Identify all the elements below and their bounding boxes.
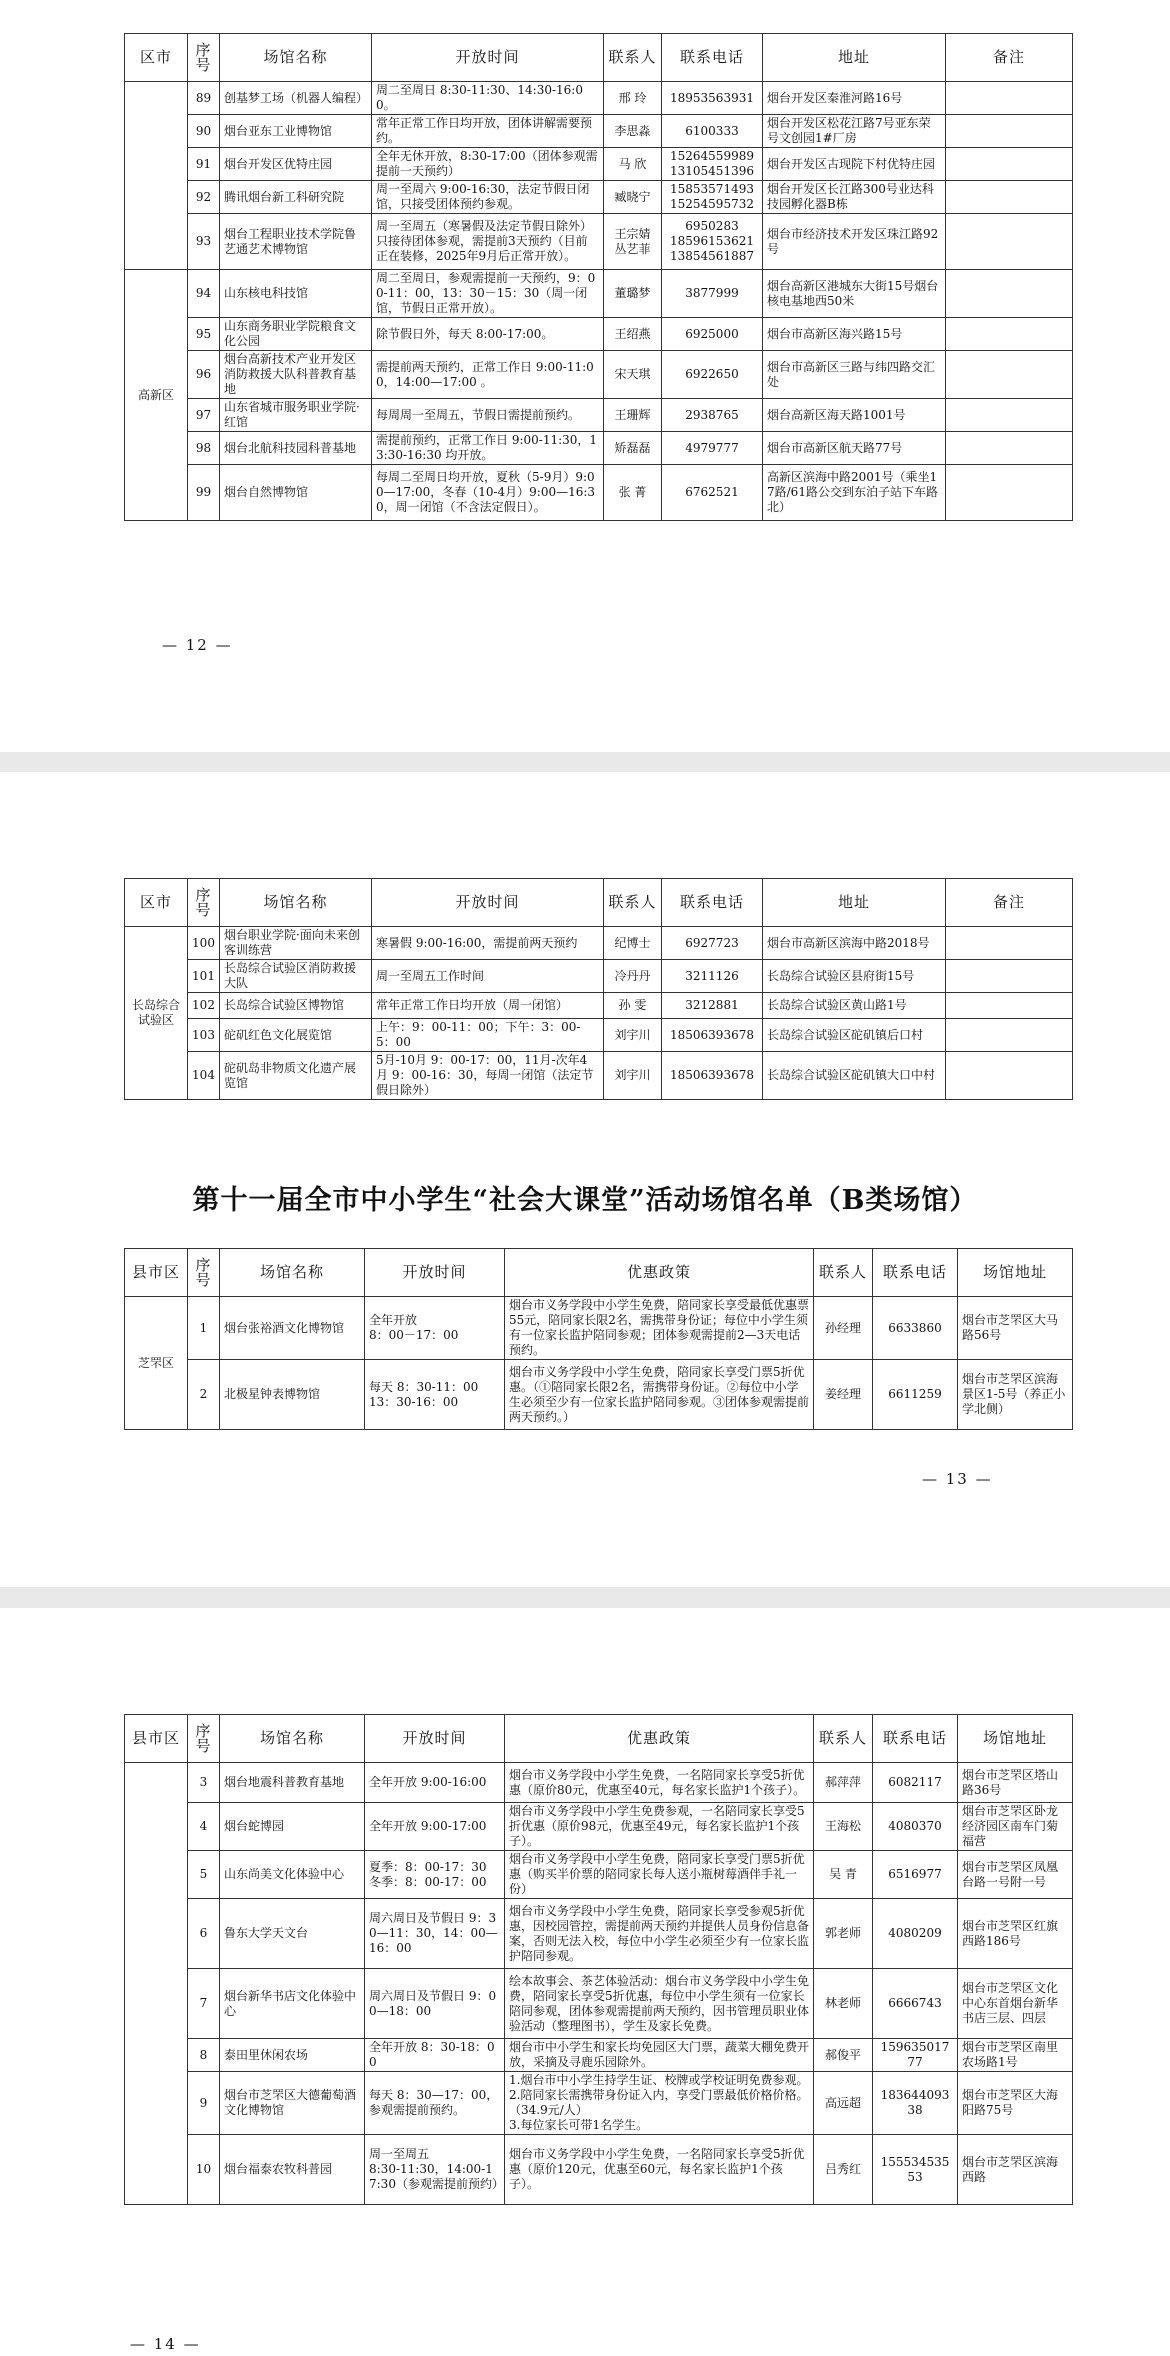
table-row bbox=[125, 82, 1073, 115]
table-cell bbox=[946, 148, 1073, 181]
table-cell: 创基梦工场（机器人编程） bbox=[220, 82, 372, 115]
table-row bbox=[125, 1899, 1073, 1969]
table-cell: 烟台开发区长江路300号业达科技园孵化器B栋 bbox=[763, 181, 946, 214]
table-cell bbox=[946, 181, 1073, 214]
table-cell: 100 bbox=[188, 927, 220, 960]
table-cell: 烟台市芝罘区文化中心东首烟台新华书店三层、四层 bbox=[958, 1969, 1073, 2039]
table-cell: 孙 雯 bbox=[604, 993, 662, 1019]
table-cell: 18364409338 bbox=[873, 2072, 958, 2135]
table-cell: 4080209 bbox=[873, 1899, 958, 1969]
venue-table-a-p12 bbox=[124, 33, 1073, 521]
col-header: 联系人 bbox=[814, 1715, 873, 1763]
table-cell: 烟台市芝罘区大德葡萄酒文化博物馆 bbox=[220, 2072, 365, 2135]
table-cell: 烟台开发区秦淮河路16号 bbox=[763, 82, 946, 115]
col-header: 优惠政策 bbox=[505, 1715, 814, 1763]
table-cell: 纪博士 bbox=[604, 927, 662, 960]
table-cell: 臧晓宁 bbox=[604, 181, 662, 214]
table-cell bbox=[946, 351, 1073, 399]
table-cell: 6762521 bbox=[662, 465, 763, 521]
table-cell: 3877999 bbox=[662, 270, 763, 318]
table-row bbox=[125, 1851, 1073, 1899]
table-cell: 烟台市芝罘区凤凰台路一号附一号 bbox=[958, 1851, 1073, 1899]
table-row bbox=[125, 1803, 1073, 1851]
table-cell: 长岛综合试验区消防救援大队 bbox=[220, 960, 372, 993]
table-cell: 6925000 bbox=[662, 318, 763, 351]
table-cell: 101 bbox=[188, 960, 220, 993]
table-cell: 每周二至周日均开放，夏秋（5-9月）9:00—17:00，冬春（10-4月）9:00—16:30，周一闭馆（不含法定假日）。 bbox=[372, 465, 604, 521]
table-cell: 王宗婧 丛艺菲 bbox=[604, 214, 662, 270]
table-cell: 99 bbox=[188, 465, 220, 521]
table-cell: 每周周一至周五，节假日需提前预约。 bbox=[372, 399, 604, 432]
table-cell: 周一至周六 9:00-16:30，法定节假日闭馆，只接受团体预约参观。 bbox=[372, 181, 604, 214]
table-cell: 马 欣 bbox=[604, 148, 662, 181]
table-cell bbox=[946, 1019, 1073, 1052]
table-cell: 高新区 bbox=[125, 270, 188, 521]
table-cell: 烟台市高新区滨海中路2018号 bbox=[763, 927, 946, 960]
table-cell: 6666743 bbox=[873, 1969, 958, 2039]
col-header: 场馆名称 bbox=[220, 1715, 365, 1763]
table-cell: 3211126 bbox=[662, 960, 763, 993]
table-cell bbox=[946, 432, 1073, 465]
table-cell: 刘宇川 bbox=[604, 1052, 662, 1100]
table-cell: 6922650 bbox=[662, 351, 763, 399]
table-cell: 18506393678 bbox=[662, 1019, 763, 1052]
table-cell: 需提前预约，正常工作日 9:00-11:30，13:30-16:30 均开放。 bbox=[372, 432, 604, 465]
col-header: 序号 bbox=[188, 1249, 220, 1297]
table-cell: 烟台市芝罘区红旗西路186号 bbox=[958, 1899, 1073, 1969]
table-row bbox=[125, 318, 1073, 351]
table-cell: 长岛综合试验区黄山路1号 bbox=[763, 993, 946, 1019]
table-cell: 92 bbox=[188, 181, 220, 214]
table-cell: 烟台高新区港城东大街15号烟台核电基地西50米 bbox=[763, 270, 946, 318]
table-row bbox=[125, 351, 1073, 399]
table-row bbox=[125, 181, 1073, 214]
table-cell: 烟台市芝罘区卧龙经济园区南车门菊福营 bbox=[958, 1803, 1073, 1851]
table-cell: 烟台开发区古现院下村优特庄园 bbox=[763, 148, 946, 181]
table-cell: 6 bbox=[188, 1899, 220, 1969]
table-cell: 18953563931 bbox=[662, 82, 763, 115]
table-cell: 郝俊平 bbox=[814, 2039, 873, 2072]
table-cell bbox=[946, 993, 1073, 1019]
table-cell: 94 bbox=[188, 270, 220, 318]
table-cell: 宋天琪 bbox=[604, 351, 662, 399]
table-cell: 烟台市高新区海兴路15号 bbox=[763, 318, 946, 351]
table-row bbox=[125, 148, 1073, 181]
table-cell: 山东省城市服务职业学院·红馆 bbox=[220, 399, 372, 432]
table-cell: 3212881 bbox=[662, 993, 763, 1019]
table-row bbox=[125, 465, 1073, 521]
table-cell: 6633860 bbox=[873, 1297, 958, 1360]
table-cell: 刘宇川 bbox=[604, 1019, 662, 1052]
table-cell: 郝萍萍 bbox=[814, 1763, 873, 1803]
table-cell: 烟台市义务学段中小学生免费，陪同家长享受最低优惠票55元，陪同家长限2名，需携带身份证；每位中小学生须有一位家长监护陪同参观；团体参观需提前2—3天电话预约。 bbox=[505, 1297, 814, 1360]
table-cell: 周一至周五（寒暑假及法定节假日除外）只接待团体参观，需提前3天预约（目前正在装修，2025年9月后正常开放）。 bbox=[372, 214, 604, 270]
table-cell: 15553453553 bbox=[873, 2135, 958, 2205]
col-header: 联系电话 bbox=[662, 879, 763, 927]
col-header: 联系电话 bbox=[873, 1249, 958, 1297]
table-cell: 烟台市芝罘区大海阳路75号 bbox=[958, 2072, 1073, 2135]
table-cell: 山东尚美文化体验中心 bbox=[220, 1851, 365, 1899]
table-cell: 长岛综合试验区县府街15号 bbox=[763, 960, 946, 993]
table-cell: 吴 青 bbox=[814, 1851, 873, 1899]
table-header-row bbox=[125, 879, 1073, 927]
col-header: 场馆名称 bbox=[220, 879, 372, 927]
table-cell: 上午：9：00-11：00；下午：3：00-5：00 bbox=[372, 1019, 604, 1052]
table-cell: 18506393678 bbox=[662, 1052, 763, 1100]
table-cell: 除节假日外，每天 8:00-17:00。 bbox=[372, 318, 604, 351]
col-header: 备注 bbox=[946, 34, 1073, 82]
table-cell: 矫磊磊 bbox=[604, 432, 662, 465]
table-cell: 林老师 bbox=[814, 1969, 873, 2039]
table-row bbox=[125, 115, 1073, 148]
venue-table-a-p13 bbox=[124, 878, 1073, 1100]
table-cell: 烟台工程职业技术学院鲁艺通艺术博物馆 bbox=[220, 214, 372, 270]
col-header: 场馆地址 bbox=[958, 1249, 1073, 1297]
table-row bbox=[125, 2135, 1073, 2205]
table-cell: 全年开放 8：00－17：00 bbox=[365, 1297, 505, 1360]
col-header: 序号 bbox=[188, 1715, 220, 1763]
table-cell: 郭老师 bbox=[814, 1899, 873, 1969]
table-cell bbox=[946, 270, 1073, 318]
table-cell: 102 bbox=[188, 993, 220, 1019]
table-cell: 烟台亚东工业博物馆 bbox=[220, 115, 372, 148]
col-header: 区市 bbox=[125, 34, 188, 82]
col-header: 开放时间 bbox=[365, 1249, 505, 1297]
table-cell: 5月-10月 9：00-17：00，11月-次年4月 9：00-16：30，每周一闭馆（法定节假日除外） bbox=[372, 1052, 604, 1100]
table-cell: 张 菁 bbox=[604, 465, 662, 521]
table-cell: 长岛综合试验区砣矶镇大口中村 bbox=[763, 1052, 946, 1100]
table-cell: 需提前两天预约，正常工作日 9:00-11:00，14:00—17:00 。 bbox=[372, 351, 604, 399]
table-cell: 4080370 bbox=[873, 1803, 958, 1851]
table-cell: 吕秀红 bbox=[814, 2135, 873, 2205]
table-row bbox=[125, 993, 1073, 1019]
table-cell: 烟台自然博物馆 bbox=[220, 465, 372, 521]
col-header: 联系人 bbox=[604, 34, 662, 82]
table-cell: 姜经理 bbox=[814, 1360, 873, 1430]
col-header: 备注 bbox=[946, 879, 1073, 927]
page-14 bbox=[0, 1608, 1170, 2356]
table-cell: 96 bbox=[188, 351, 220, 399]
table-cell: 烟台市义务学段中小学生免费，一名陪同家长享受5折优惠（原价80元，优惠至40元，每名家长监护1个孩子）。 bbox=[505, 1763, 814, 1803]
table-header-row bbox=[125, 1249, 1073, 1297]
table-cell: 90 bbox=[188, 115, 220, 148]
table-cell: 91 bbox=[188, 148, 220, 181]
table-cell: 烟台新华书店文化体验中心 bbox=[220, 1969, 365, 2039]
table-cell: 全年开放 9:00-17:00 bbox=[365, 1803, 505, 1851]
table-row bbox=[125, 1019, 1073, 1052]
col-header: 场馆地址 bbox=[958, 1715, 1073, 1763]
table-row bbox=[125, 1969, 1073, 2039]
venue-table-b-p13 bbox=[124, 1248, 1073, 1430]
table-cell: 3 bbox=[188, 1763, 220, 1803]
table-cell: 砣矶岛非物质文化遗产展览馆 bbox=[220, 1052, 372, 1100]
table-cell: 烟台市芝罘区大马路56号 bbox=[958, 1297, 1073, 1360]
table-cell: 10 bbox=[188, 2135, 220, 2205]
table-cell: 周一至周五工作时间 bbox=[372, 960, 604, 993]
table-cell bbox=[946, 960, 1073, 993]
table-cell: 董璐梦 bbox=[604, 270, 662, 318]
table-row bbox=[125, 927, 1073, 960]
table-cell: 烟台市高新区三路与纬四路交汇处 bbox=[763, 351, 946, 399]
table-row bbox=[125, 1297, 1073, 1360]
table-cell: 王珊辉 bbox=[604, 399, 662, 432]
table-cell: 常年正常工作日均开放，团体讲解需要预约。 bbox=[372, 115, 604, 148]
table-cell: 2 bbox=[188, 1360, 220, 1430]
table-cell bbox=[946, 927, 1073, 960]
table-cell: 每天 8：30—17：00，参观需提前预约。 bbox=[365, 2072, 505, 2135]
table-cell: 绘本故事会、茶艺体验活动：烟台市义务学段中小学生免费，陪同家长享受5折优惠，每位中小学生须有一位家长陪同参观，团体参观需提前两天预约，因书管理员职业体验活动（整理图书），学生及家长免费。 bbox=[505, 1969, 814, 2039]
col-header: 联系电话 bbox=[873, 1715, 958, 1763]
page-number: — 12 — bbox=[162, 636, 233, 654]
table-cell: 8 bbox=[188, 2039, 220, 2072]
table-cell: 高新区滨海中路2001号（乘坐17路/61路公交到东泊子站下车路北） bbox=[763, 465, 946, 521]
table-row bbox=[125, 432, 1073, 465]
table-cell bbox=[946, 399, 1073, 432]
page-number: — 13 — bbox=[922, 1470, 993, 1488]
table-cell: 烟台市义务学段中小学生免费，陪同家长享受门票5折优惠。（①陪同家长限2名，需携带身份证。②每位中小学生必须至少有一位家长监护陪同参观。③团体参观需提前两天预约。） bbox=[505, 1360, 814, 1430]
table-cell: 烟台市高新区航天路77号 bbox=[763, 432, 946, 465]
table-cell: 烟台张裕酒文化博物馆 bbox=[220, 1297, 365, 1360]
col-header: 场馆名称 bbox=[220, 1249, 365, 1297]
table-cell: 6082117 bbox=[873, 1763, 958, 1803]
table-cell: 烟台福泰农牧科普园 bbox=[220, 2135, 365, 2205]
table-cell: 烟台市义务学段中小学生免费，陪同家长享受门票5折优惠（购买半价票的陪同家长每人送小瓶树莓酒伴手礼一份） bbox=[505, 1851, 814, 1899]
table-cell: 15264559989 13105451396 bbox=[662, 148, 763, 181]
table-cell: 山东商务职业学院粮食文化公园 bbox=[220, 318, 372, 351]
table-cell: 周六周日及节假日 9：00—18：00 bbox=[365, 1969, 505, 2039]
col-header: 联系电话 bbox=[662, 34, 763, 82]
table-cell: 97 bbox=[188, 399, 220, 432]
table-cell: 孙经理 bbox=[814, 1297, 873, 1360]
table-cell: 烟台市芝罘区滨海西路 bbox=[958, 2135, 1073, 2205]
table-cell: 每天 8：30-11：00 13：30-16：00 bbox=[365, 1360, 505, 1430]
table-cell: 冷丹丹 bbox=[604, 960, 662, 993]
table-cell: 烟台职业学院·面向未来创客训练营 bbox=[220, 927, 372, 960]
table-cell: 鲁东大学天文台 bbox=[220, 1899, 365, 1969]
table-cell: 王海松 bbox=[814, 1803, 873, 1851]
table-cell: 4979777 bbox=[662, 432, 763, 465]
table-cell: 长岛综合试验区砣矶镇后口村 bbox=[763, 1019, 946, 1052]
table-cell: 烟台蛇博园 bbox=[220, 1803, 365, 1851]
table-header-row bbox=[125, 1715, 1073, 1763]
table-cell: 4 bbox=[188, 1803, 220, 1851]
table-cell: 103 bbox=[188, 1019, 220, 1052]
col-header: 场馆名称 bbox=[220, 34, 372, 82]
table-cell bbox=[946, 214, 1073, 270]
table-cell bbox=[946, 318, 1073, 351]
table-cell: 烟台市义务学段中小学生免费，陪同家长享受参观5折优惠，因校园管控，需提前两天预约并提供人员身份信息备案，否则无法入校，每位中小学生必须至少有一位家长监护陪同参观。 bbox=[505, 1899, 814, 1969]
table-cell: 烟台开发区松花江路7号亚东荣号文创园1#厂房 bbox=[763, 115, 946, 148]
col-header: 县市区 bbox=[125, 1249, 188, 1297]
col-header: 序号 bbox=[188, 879, 220, 927]
table-cell: 腾讯烟台新工科研究院 bbox=[220, 181, 372, 214]
table-cell: 6611259 bbox=[873, 1360, 958, 1430]
col-header: 联系人 bbox=[604, 879, 662, 927]
table-row bbox=[125, 960, 1073, 993]
table-cell: 93 bbox=[188, 214, 220, 270]
col-header: 开放时间 bbox=[372, 34, 604, 82]
b-class-title: 第十一届全市中小学生“社会大课堂”活动场馆名单（B类场馆） bbox=[192, 1185, 978, 1216]
table-cell: 烟台市义务学段中小学生免费参观，一名陪同家长享受5折优惠（原价98元，优惠至49元，每名家长监护1个孩子）。 bbox=[505, 1803, 814, 1851]
table-cell: 烟台开发区优特庄园 bbox=[220, 148, 372, 181]
col-header: 地址 bbox=[763, 34, 946, 82]
table-cell: 全年无休开放，8:30-17:00（团体参观需提前一天预约） bbox=[372, 148, 604, 181]
table-cell: 95 bbox=[188, 318, 220, 351]
table-cell bbox=[125, 82, 188, 270]
page-13 bbox=[0, 772, 1170, 1587]
table-cell: 9 bbox=[188, 2072, 220, 2135]
table-cell: 104 bbox=[188, 1052, 220, 1100]
col-header: 优惠政策 bbox=[505, 1249, 814, 1297]
col-header: 县市区 bbox=[125, 1715, 188, 1763]
page-number: — 14 — bbox=[130, 2335, 201, 2353]
table-cell: 烟台高新区海天路1001号 bbox=[763, 399, 946, 432]
col-header: 开放时间 bbox=[365, 1715, 505, 1763]
table-cell: 6927723 bbox=[662, 927, 763, 960]
table-cell: 常年正常工作日均开放（周一闭馆） bbox=[372, 993, 604, 1019]
col-header: 序号 bbox=[188, 34, 220, 82]
table-row bbox=[125, 214, 1073, 270]
table-cell bbox=[125, 1763, 188, 2205]
col-header: 区市 bbox=[125, 879, 188, 927]
table-cell: 王绍燕 bbox=[604, 318, 662, 351]
venue-table-b-p14 bbox=[124, 1714, 1073, 2205]
table-cell: 北极星钟表博物馆 bbox=[220, 1360, 365, 1430]
table-cell: 砣矶红色文化展览馆 bbox=[220, 1019, 372, 1052]
table-cell: 李思淼 bbox=[604, 115, 662, 148]
table-cell: 夏季：8：00-17：30 冬季：8：00-17：00 bbox=[365, 1851, 505, 1899]
page-12 bbox=[0, 0, 1170, 752]
table-cell: 烟台市义务学段中小学生免费，一名陪同家长享受5折优惠（原价120元，优惠至60元，每名家长监护1个孩子）。 bbox=[505, 2135, 814, 2205]
table-cell: 周二至周日，参观需提前一天预约，9：00-11：00，13：30－15：30（周一闭馆，节假日正常开放）。 bbox=[372, 270, 604, 318]
table-row bbox=[125, 270, 1073, 318]
table-cell: 山东核电科技馆 bbox=[220, 270, 372, 318]
table-header-row bbox=[125, 34, 1073, 82]
table-cell: 烟台市中小学生和家长均免园区大门票，蔬菜大棚免费开放，采摘及寻鹿乐园除外。 bbox=[505, 2039, 814, 2072]
table-cell: 周一至周五 8:30-11:30，14:00-17:30（参观需提前预约） bbox=[365, 2135, 505, 2205]
table-cell: 邢 玲 bbox=[604, 82, 662, 115]
table-row bbox=[125, 1763, 1073, 1803]
table-cell: 泰田里休闲农场 bbox=[220, 2039, 365, 2072]
table-cell: 15963501777 bbox=[873, 2039, 958, 2072]
table-cell: 周二至周日 8:30-11:30、14:30-16:00。 bbox=[372, 82, 604, 115]
col-header: 地址 bbox=[763, 879, 946, 927]
table-cell: 全年开放 9:00-16:00 bbox=[365, 1763, 505, 1803]
table-cell: 6100333 bbox=[662, 115, 763, 148]
table-cell: 98 bbox=[188, 432, 220, 465]
table-row bbox=[125, 2039, 1073, 2072]
table-cell: 5 bbox=[188, 1851, 220, 1899]
table-cell: 2938765 bbox=[662, 399, 763, 432]
table-cell: 6950283 18596153621 13854561887 bbox=[662, 214, 763, 270]
table-row bbox=[125, 1360, 1073, 1430]
table-cell: 烟台市经济技术开发区珠江路92号 bbox=[763, 214, 946, 270]
table-cell: 7 bbox=[188, 1969, 220, 2039]
table-cell bbox=[946, 82, 1073, 115]
table-cell: 1 bbox=[188, 1297, 220, 1360]
table-cell: 15853571493 15254595732 bbox=[662, 181, 763, 214]
table-cell: 周六周日及节假日 9：30—11：30，14：00—16：00 bbox=[365, 1899, 505, 1969]
table-cell: 烟台高新技术产业开发区消防救援大队科普教育基地 bbox=[220, 351, 372, 399]
table-cell: 高远超 bbox=[814, 2072, 873, 2135]
table-cell: 长岛综合试验区博物馆 bbox=[220, 993, 372, 1019]
table-cell: 烟台地震科普教育基地 bbox=[220, 1763, 365, 1803]
col-header: 联系人 bbox=[814, 1249, 873, 1297]
table-row bbox=[125, 399, 1073, 432]
table-cell: 芝罘区 bbox=[125, 1297, 188, 1430]
table-cell: 烟台北航科技园科普基地 bbox=[220, 432, 372, 465]
table-cell: 全年开放 8：30-18：00 bbox=[365, 2039, 505, 2072]
table-cell bbox=[946, 465, 1073, 521]
table-cell: 6516977 bbox=[873, 1851, 958, 1899]
col-header: 开放时间 bbox=[372, 879, 604, 927]
table-cell: 长岛综合试验区 bbox=[125, 927, 188, 1100]
table-cell: 烟台市芝罘区南里农场路1号 bbox=[958, 2039, 1073, 2072]
table-cell: 寒暑假 9:00-16:00，需提前两天预约 bbox=[372, 927, 604, 960]
table-cell bbox=[946, 1052, 1073, 1100]
table-cell bbox=[946, 115, 1073, 148]
table-row bbox=[125, 2072, 1073, 2135]
table-cell: 烟台市芝罘区滨海景区1-5号（养正小学北侧） bbox=[958, 1360, 1073, 1430]
table-cell: 1.烟台市中小学生持学生证、校牌或学校证明免费参观。 2.陪同家长需携带身份证入内，享受门票最低价格价格。（34.9元/人） 3.每位家长可带1名学生。 bbox=[505, 2072, 814, 2135]
table-row bbox=[125, 1052, 1073, 1100]
table-cell: 烟台市芝罘区塔山路36号 bbox=[958, 1763, 1073, 1803]
table-cell: 89 bbox=[188, 82, 220, 115]
